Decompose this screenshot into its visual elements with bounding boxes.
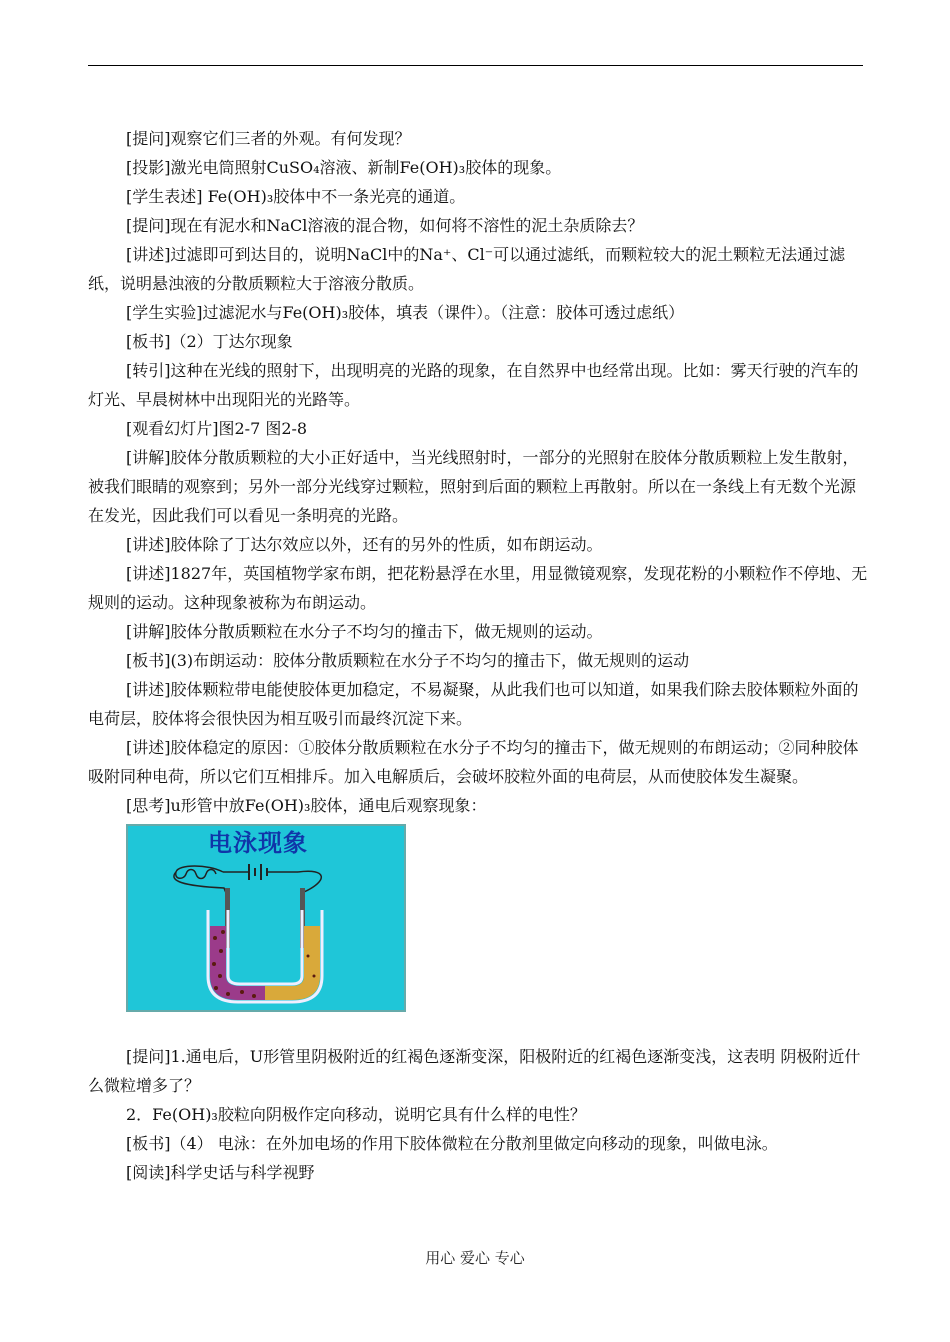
paragraph: [讲述]1827年，英国植物学家布朗，把花粉悬浮在水里，用显微镜观察，发现花粉的小颗粒作不停地、无规则的运动。这种现象被称为布朗运动。: [88, 564, 868, 612]
paragraph: [投影]激光电筒照射CuSO₄溶液、新制Fe(OH)₃胶体的现象。: [126, 158, 562, 177]
page-footer: 用心 爱心 专心: [425, 1249, 525, 1267]
paragraph: [提问]现在有泥水和NaCl溶液的混合物，如何将不溶性的泥土杂质除去？: [126, 216, 644, 235]
paragraph: [思考]u形管中放Fe(OH)₃胶体，通电后观察现象：: [126, 796, 487, 815]
figure-title: 电泳现象: [208, 828, 308, 857]
paragraph: [提问]观察它们三者的外观。有何发现？: [126, 129, 411, 148]
paragraph: [板书](3)布朗运动：胶体分散质颗粒在水分子不均匀的撞击下，做无规则的运动: [126, 651, 690, 670]
document-body: [88, 124, 868, 1187]
paragraph: [讲述]胶体稳定的原因：①胶体分散质颗粒在水分子不均匀的撞击下，做无规则的布朗运动；②同种胶体吸附同种电荷，所以它们互相排斥。加入电解质后，会破坏胶粒外面的电荷层，从而使胶体发生凝聚。: [88, 738, 859, 786]
paragraph: [转引]这种在光线的照射下，出现明亮的光路的现象，在自然界中也经常出现。比如：雾天行驶的汽车的灯光、早晨树林中出现阳光的光路等。: [88, 361, 859, 409]
paragraph: [提问]1.通电后，U形管里阴极附近的红褐色逐渐变深，阳极附近的红褐色逐渐变浅，这表明 阴极附近什么微粒增多了？: [88, 1047, 861, 1095]
paragraph: [讲解]胶体分散质颗粒在水分子不均匀的撞击下，做无规则的运动。: [126, 622, 603, 641]
electrophoresis-figure: [126, 824, 406, 1012]
paragraph: 2．Fe(OH)₃胶粒向阴极作定向移动，说明它具有什么样的电性？: [126, 1105, 586, 1124]
paragraph: [讲解]胶体分散质颗粒的大小正好适中，当光线照射时，一部分的光照射在胶体分散质颗粒上发生散射，被我们眼睛的观察到；另外一部分光线穿过颗粒，照射到后面的颗粒上再散射。所以在一条线上有无数个光源在发光，因此我们可以看见一条明亮的光路。: [88, 448, 859, 525]
colloid-left: [210, 926, 265, 1000]
paragraph: [板书]（2）丁达尔现象: [126, 332, 293, 351]
header-rule: [88, 65, 863, 66]
paragraph: [讲述]胶体除了丁达尔效应以外，还有的另外的性质，如布朗运动。: [126, 535, 603, 554]
coil-wire-icon: [176, 866, 223, 879]
u-tube-diagram: [128, 826, 404, 1010]
paragraph: [观看幻灯片]图2-7 图2-8: [126, 419, 308, 438]
paragraph: [学生表述] Fe(OH)₃胶体中不一条光亮的通道。: [126, 187, 466, 206]
paragraph: [学生实验]过滤泥水与Fe(OH)₃胶体，填表（课件）。（注意：胶体可透过虑纸）: [126, 303, 685, 322]
paragraph: [板书]（4） 电泳：在外加电场的作用下胶体微粒在分散剂里做定向移动的现象，叫做电泳。: [126, 1134, 778, 1153]
paragraph: [讲述]胶体颗粒带电能使胶体更加稳定，不易凝聚，从此我们也可以知道，如果我们除去胶体颗粒外面的电荷层，胶体将会很快因为相互吸引而最终沉淀下来。: [88, 680, 859, 728]
paragraph: [阅读]科学史话与科学视野: [126, 1163, 315, 1182]
paragraph: [讲述]过滤即可到达目的，说明NaCl中的Na⁺、Cl⁻可以通过滤纸，而颗粒较大的泥土颗粒无法通过滤纸，说明悬浊液的分散质颗粒大于溶液分散质。: [88, 245, 846, 293]
electrophoresis-image: [126, 824, 406, 1012]
colloid-right: [265, 926, 320, 1000]
